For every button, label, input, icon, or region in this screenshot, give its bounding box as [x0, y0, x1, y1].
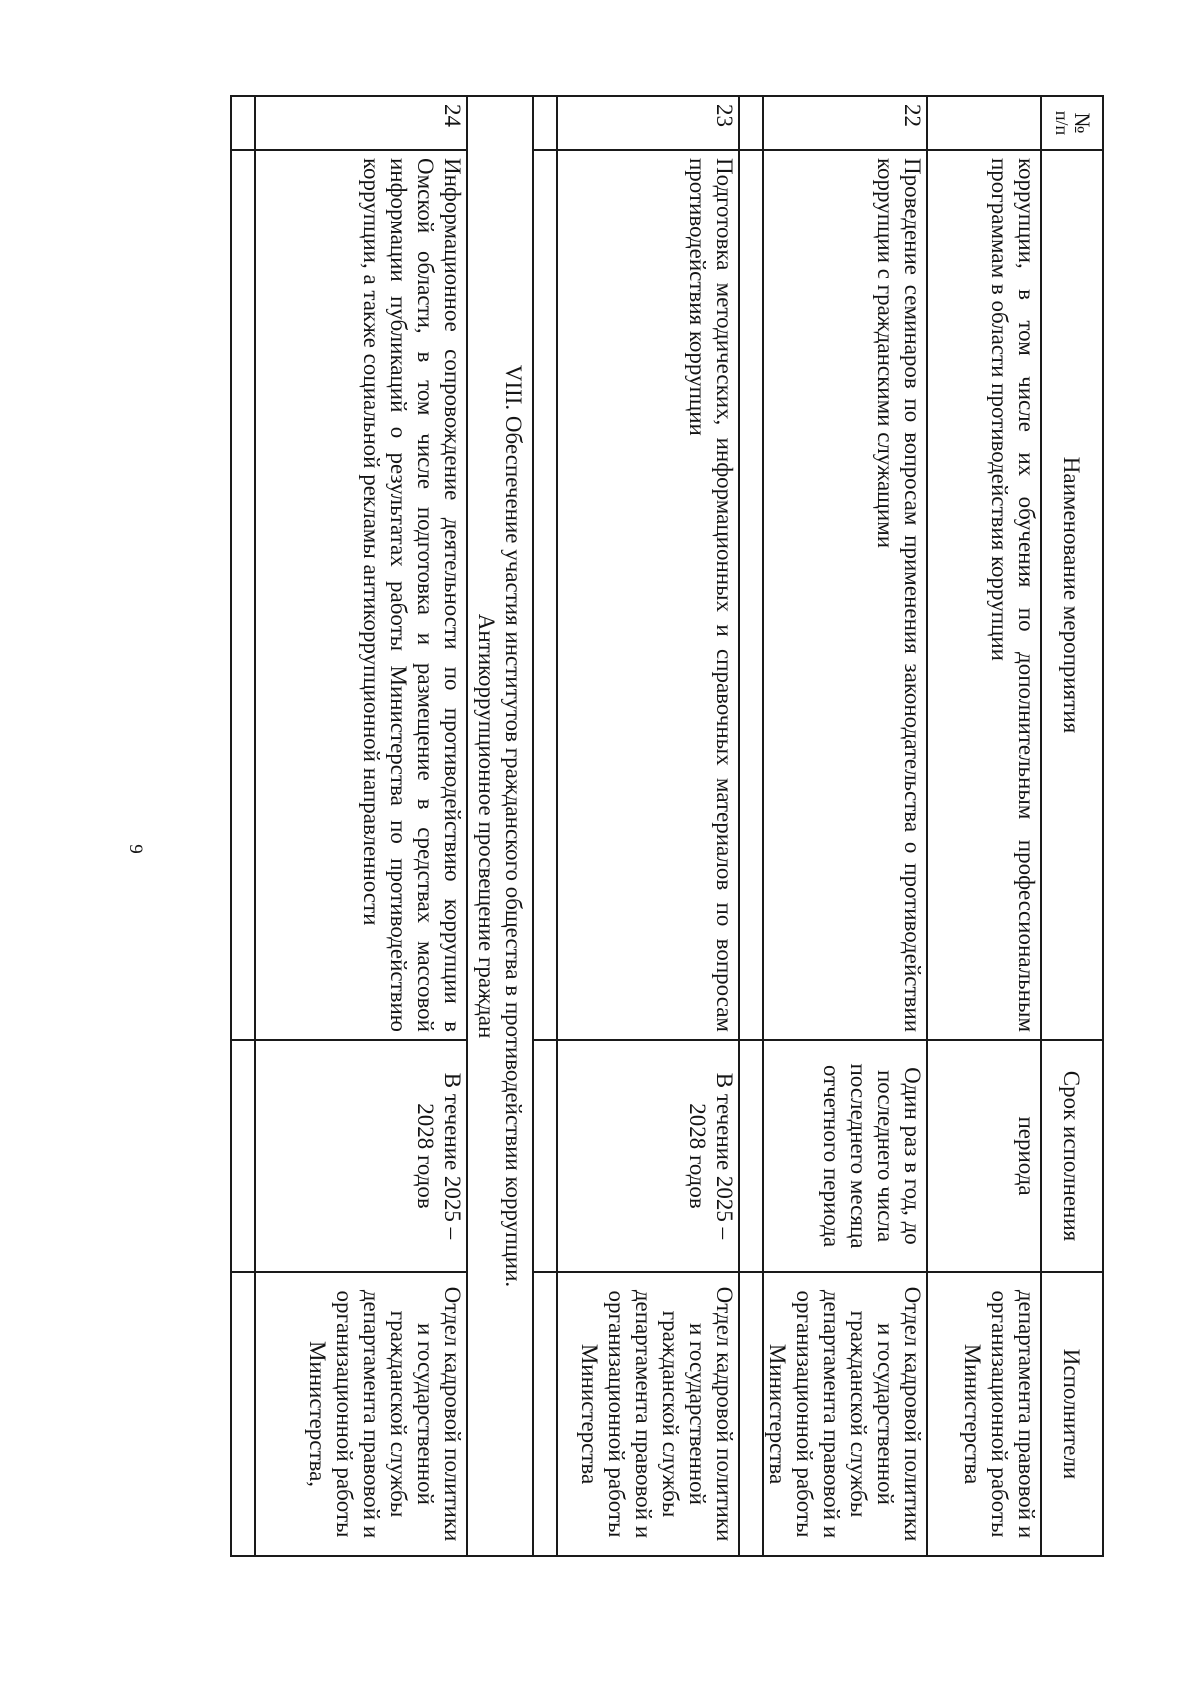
cell-empty	[231, 150, 255, 1040]
page-number: 9	[125, 844, 146, 854]
cell-executor: департамента правовой и организационной работы Министерства	[927, 1272, 1041, 1556]
table-row-22	[763, 96, 927, 1556]
cell-empty	[739, 1272, 763, 1556]
table-row-empty	[739, 96, 763, 1556]
cell-number: 22	[763, 96, 927, 150]
cell-term: В течение 2025 – 2028 годов	[557, 1040, 739, 1272]
cell-executor: Отдел кадровой политики и государственной гражданской службы департамента правовой и организационной работы Министерства	[557, 1272, 739, 1556]
section-heading	[467, 96, 533, 1556]
cell-name: коррупции, в том числе их обучения по дополнительным профессиональным программам в области противодействия коррупции	[927, 150, 1041, 1040]
cell-empty	[533, 96, 557, 150]
cell-empty	[231, 1040, 255, 1272]
table-row-empty	[231, 96, 255, 1556]
cell-executor: Отдел кадровой политики и государственной гражданской службы департамента правовой и организационной работы Министерства,	[255, 1272, 467, 1556]
header-executor: Исполнители	[1041, 1272, 1103, 1556]
section-heading-row	[467, 96, 533, 1556]
cell-name: Проведение семинаров по вопросам применения законодательства о противодействии коррупции с гражданскими служащими	[763, 150, 927, 1040]
cell-empty	[231, 1272, 255, 1556]
section-subtitle: Антикоррупционное просвещение граждан	[474, 613, 499, 1039]
section-title: VIII. Обеспечение участия институтов гражданского общества в противодействии коррупции.	[501, 364, 526, 1288]
cell-number: 23	[557, 96, 739, 150]
table-row-23	[557, 96, 739, 1556]
cell-term: Один раз в год, до последнего числа последнего месяца отчетного периода	[763, 1040, 927, 1272]
cell-empty	[533, 150, 557, 1040]
measures-table	[230, 95, 1104, 1557]
header-name: Наименование мероприятия	[1041, 150, 1103, 1040]
table-row-empty	[533, 96, 557, 1556]
header-number	[1041, 96, 1103, 150]
header-term: Срок исполнения	[1041, 1040, 1103, 1272]
cell-empty	[739, 1040, 763, 1272]
cell-empty	[739, 96, 763, 150]
cell-term: периода	[927, 1040, 1041, 1272]
cell-empty	[533, 1272, 557, 1556]
header-number-abbr: п/п	[1052, 110, 1072, 136]
table-row-continued	[927, 96, 1041, 1556]
cell-number	[927, 96, 1041, 150]
table-header-row	[1041, 96, 1103, 1556]
cell-name: Информационное сопровождение деятельности по противодействию коррупции в Омской области, в том числе подготовка и размещение в средствах массовой информации публикаций о результатах работы Министерства по противодействию коррупции, а также социальной рекламы антикоррупционной направленности	[255, 150, 467, 1040]
cell-executor: Отдел кадровой политики и государственной гражданской службы департамента правовой и организационной работы Министерства	[763, 1272, 927, 1556]
table-row-24	[255, 96, 467, 1556]
cell-term: В течение 2025 – 2028 годов	[255, 1040, 467, 1272]
cell-empty	[533, 1040, 557, 1272]
cell-number: 24	[255, 96, 467, 150]
cell-empty	[231, 96, 255, 150]
cell-empty	[739, 150, 763, 1040]
header-number-sign: №	[1070, 112, 1095, 134]
cell-name: Подготовка методических, информационных и справочных материалов по вопросам противодействия коррупции	[557, 150, 739, 1040]
